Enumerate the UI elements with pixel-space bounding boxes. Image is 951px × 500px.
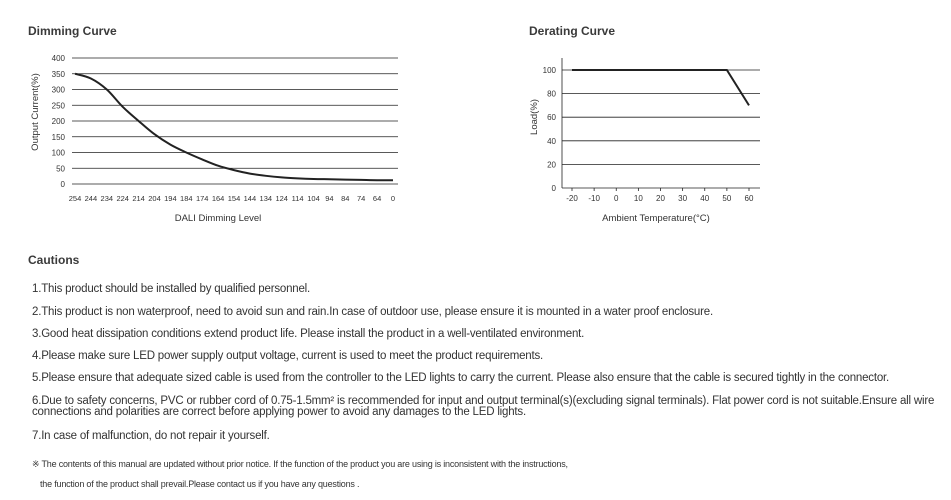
series-line-load	[572, 70, 749, 105]
x-tick-label: 214	[132, 194, 145, 203]
x-tick-label: 104	[307, 194, 320, 203]
y-tick-label: 0	[60, 180, 65, 189]
x-tick-label: 30	[678, 194, 688, 203]
y-tick-label: 100	[51, 148, 65, 158]
x-tick-label: 204	[148, 194, 161, 203]
y-axis-label: Output Current(%)	[30, 73, 41, 151]
x-tick-label: 234	[100, 194, 114, 203]
caution-item: 2.This product is non waterproof, need to avoid sun and rain.In case of outdoor use, please ensure it is mounted in a water proof enclosure.	[32, 306, 713, 318]
derating-curve-chart	[0, 0, 951, 240]
y-tick-label: 250	[51, 101, 65, 111]
y-tick-label: 20	[547, 160, 556, 170]
x-tick-label: 144	[243, 194, 257, 203]
x-axis-label: Ambient Temperature(°C)	[602, 213, 710, 224]
y-tick-label: 0	[551, 184, 556, 193]
x-tick-label: 10	[633, 194, 643, 203]
y-tick-label: 150	[51, 132, 65, 142]
x-tick-label: 194	[164, 194, 177, 203]
y-tick-label: 60	[547, 113, 556, 123]
y-tick-label: 200	[51, 117, 65, 126]
caution-item: 1.This product should be installed by qualified personnel.	[32, 283, 311, 295]
manual-notice-line-1: ※ The contents of this manual are updated without prior notice. If the function of the product you are using is inconsistent with the instructions,	[32, 459, 568, 469]
x-tick-label: 74	[357, 194, 366, 203]
y-tick-label: 100	[542, 66, 556, 75]
x-tick-label: 114	[291, 194, 304, 203]
x-tick-label: 20	[656, 194, 665, 203]
caution-item: 5.Please ensure that adequate sized cable is used from the controller to the LED lights to carry the current. Please also ensure that the cable is secured tightly in the connector.	[32, 372, 890, 384]
y-tick-label: 50	[56, 164, 65, 174]
x-tick-label: -20	[566, 194, 578, 203]
x-tick-label: 94	[325, 194, 334, 203]
x-tick-label: 254	[68, 194, 82, 203]
caution-item: 3.Good heat dissipation conditions extend product life. Please install the product in a well-ventilated environment.	[32, 328, 585, 340]
y-tick-label: 80	[547, 89, 556, 99]
x-tick-label: 124	[275, 194, 288, 203]
y-tick-label: 350	[51, 69, 65, 79]
x-tick-label: 174	[195, 194, 209, 203]
x-tick-label: 0	[614, 194, 619, 203]
x-tick-label: 244	[84, 194, 98, 203]
y-tick-label: 400	[51, 54, 65, 63]
x-tick-label: 64	[372, 194, 382, 203]
cautions-title: Cautions	[28, 253, 80, 267]
caution-item: 4.Please make sure LED power supply output voltage, current is used to meet the product requirements.	[32, 350, 544, 362]
x-tick-label: 50	[722, 194, 732, 203]
y-tick-label: 40	[547, 136, 556, 146]
manual-notice-line-2: the function of the product shall prevail.Please contact us if you have any questions .	[40, 479, 360, 489]
x-tick-label: 154	[227, 194, 241, 203]
x-tick-label: 224	[116, 194, 129, 203]
caution-item: 6.Due to safety concerns, PVC or rubber cord of 0.75-1.5mm² is recommended for input and output terminal(s)(excluding signal terminals). Flat power cord is not suitable.Ensure all wire connections and polarities are correct before applying power to avoid any damages to the LED lights.	[32, 395, 935, 418]
dimming-curve-title: Dimming Curve	[28, 24, 117, 38]
x-tick-label: 134	[259, 194, 273, 203]
x-tick-label: 84	[341, 194, 350, 203]
caution-item: 7.In case of malfunction, do not repair it yourself.	[32, 430, 270, 442]
y-axis-label: Load(%)	[529, 99, 540, 135]
x-tick-label: 0	[390, 194, 396, 203]
x-tick-label: 164	[211, 194, 225, 203]
x-tick-label: 184	[180, 194, 193, 203]
y-tick-label: 300	[51, 85, 65, 95]
x-axis-label: DALI Dimming Level	[174, 213, 262, 224]
x-tick-label: 60	[744, 194, 754, 203]
x-tick-label: 40	[700, 194, 710, 203]
derating-curve-title: Derating Curve	[529, 24, 616, 38]
x-tick-label: -10	[588, 194, 600, 203]
